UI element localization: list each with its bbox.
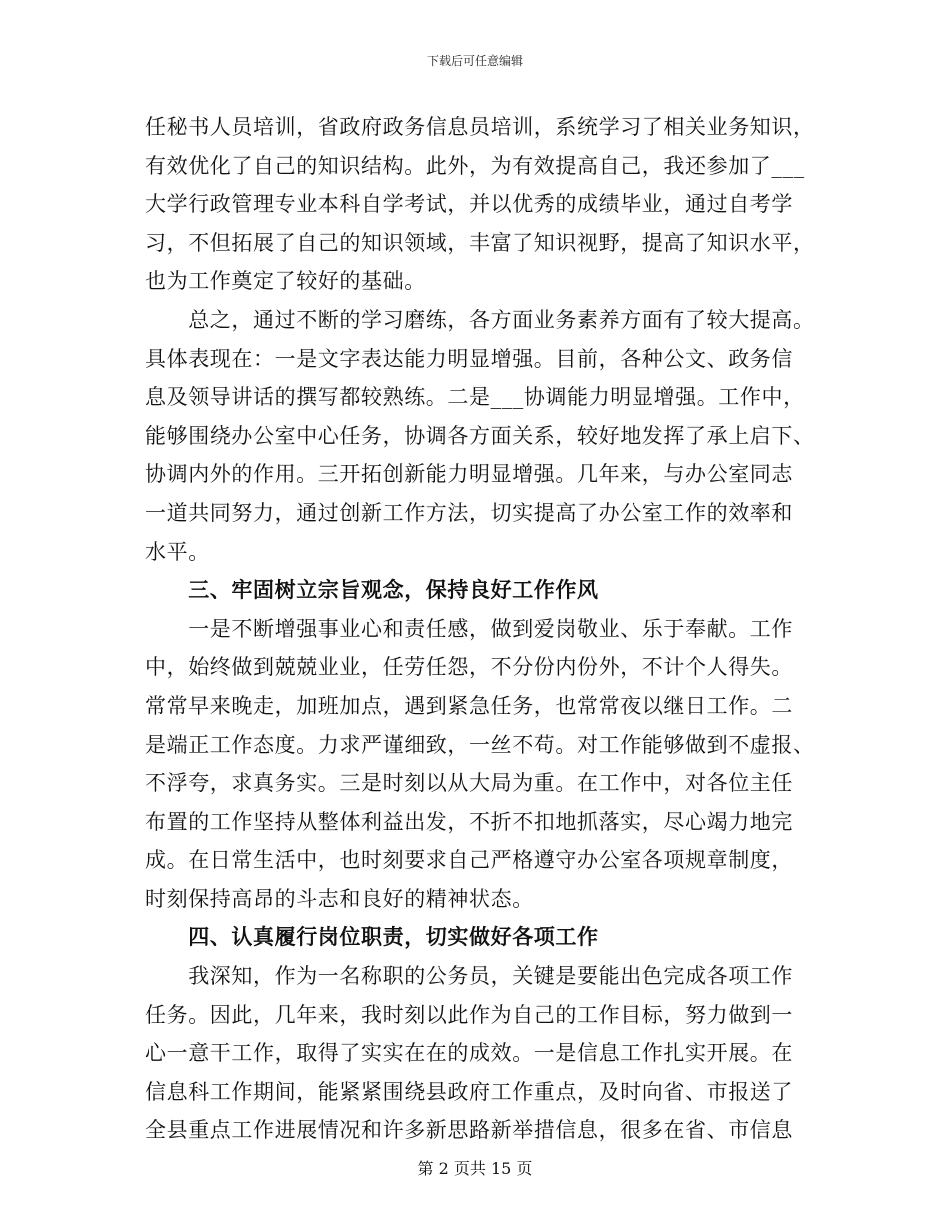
text-line: 不浮夸，求真务实。三是时刻以从大局为重。在工作中，对各位主任 <box>145 771 793 796</box>
text-line: 布置的工作坚持从整体利益出发，不折不扣地抓落实，尽心竭力地完 <box>145 809 793 834</box>
text-line: 成。在日常生活中，也时刻要求自己严格遵守办公室各项规章制度， <box>145 848 793 873</box>
text-line: 心一意干工作，取得了实实在在的成效。一是信息工作扎实开展。在 <box>145 1041 793 1066</box>
text-line: 一是不断增强事业心和责任感，做到爱岗敬业、乐于奉献。工作 <box>145 616 793 641</box>
text-line: 我深知，作为一名称职的公务员，关键是要能出色完成各项工作 <box>145 964 793 989</box>
text-line: 时刻保持高昂的斗志和良好的精神状态。 <box>145 886 534 911</box>
text-line: 是端正工作态度。力求严谨细致，一丝不苟。对工作能够做到不虚报、 <box>145 732 815 757</box>
text-line: 任秘书人员培训，省政府政务信息员培训，系统学习了相关业务知识， <box>145 115 815 139</box>
text-line: 水平。 <box>145 539 210 564</box>
text-line: 总之，通过不断的学习磨练，各方面业务素养方面有了较大提高。 <box>145 307 815 332</box>
text-line: 习，不但拓展了自己的知识领域，丰富了知识视野，提高了知识水平， <box>145 230 815 255</box>
text-line: 大学行政管理专业本科自学考试，并以优秀的成绩毕业，通过自考学 <box>145 192 793 217</box>
page-header: 下载后可任意编辑 <box>426 54 523 68</box>
document-body <box>145 108 815 1150</box>
text-line: 中，始终做到兢兢业业，任劳任怨，不分份内份外，不计个人得失。 <box>145 655 793 680</box>
text-line: 任务。因此，几年来，我时刻以此作为自己的工作目标，努力做到一 <box>145 1002 793 1027</box>
text-line: 也为工作奠定了较好的基础。 <box>145 269 426 294</box>
section-heading: 三、牢固树立宗旨观念，保持良好工作作风 <box>145 578 599 603</box>
section-heading: 四、认真履行岗位职责，切实做好各项工作 <box>145 925 599 950</box>
page-footer: 第 2 页共 15 页 <box>417 1159 533 1178</box>
text-line: 能够围绕办公室中心任务，协调各方面关系，较好地发挥了承上启下、 <box>145 423 815 448</box>
text-line: 常常早来晚走，加班加点，遇到紧急任务，也常常夜以继日工作。二 <box>145 693 793 718</box>
text-line: 全县重点工作进展情况和许多新思路新举措信息，很多在省、市信息 <box>145 1118 793 1143</box>
text-line: 有效优化了自己的知识结构。此外，为有效提高自己，我还参加了___ <box>145 153 805 178</box>
text-line: 信息科工作期间，能紧紧围绕县政府工作重点，及时向省、市报送了 <box>145 1079 793 1104</box>
text-line: 具体表现在：一是文字表达能力明显增强。目前，各种公文、政务信 <box>145 346 793 371</box>
text-line: 协调内外的作用。三开拓创新能力明显增强。几年来，与办公室同志 <box>145 462 793 487</box>
text-line: 息及领导讲话的撰写都较熟练。二是___协调能力明显增强。工作中， <box>145 385 805 410</box>
text-line: 一道共同努力，通过创新工作方法，切实提高了办公室工作的效率和 <box>145 500 793 525</box>
